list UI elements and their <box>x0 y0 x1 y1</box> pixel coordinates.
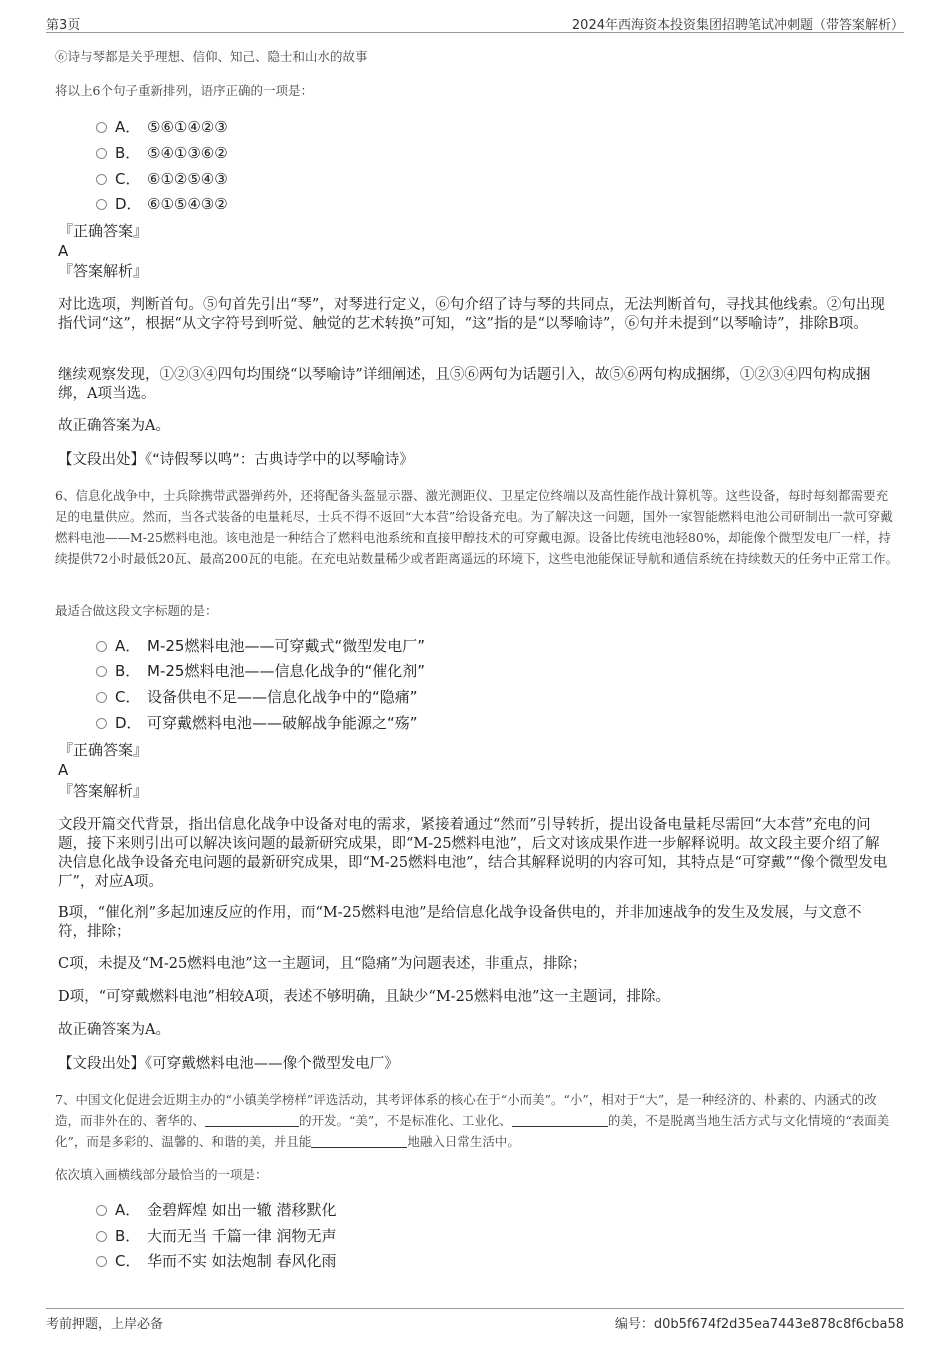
q6-stem: 6、信息化战争中，士兵除携带武器弹药外，还将配备头盔显示器、激光测距仪、卫星定位终端以及高性能作战计算机等。这些设备，每时每刻都需要充足的电量供应。然而，当各式装备的电量耗尽，士兵不得不返回“大本营”给设备充电。为了解决这一问题，国外一家智能燃料电池公司研制出一款可穿戴燃料电池——M-25燃料电池。该电池是一种结合了燃料电池系统和直接甲醇技术的可穿戴电源。设备比传统电池轻80%，却能像个微型发电厂一样，持续提供72小时最低20瓦、最高200瓦的电能。在充电站数量稀少或者距离遥远的环境下，这些电池能保证导航和通信系统在持续数天的任务中正常工作。 <box>55 488 899 566</box>
q7-prompt: 依次填入画横线部分最恰当的一项是： <box>55 1167 268 1182</box>
q5-analysis-tag: 『答案解析』 <box>58 262 149 280</box>
radio-icon[interactable] <box>96 666 107 677</box>
q5-source: 【文段出处】《“诗假琴以鸣”：古典诗学中的以琴喻诗》 <box>58 452 414 468</box>
q6-analysis-2: B项，“催化剂”多起加速反应的作用，而“M-25燃料电池”是给信息化战争设备供电的，并非加速战争的发生及发展，与文意不符，排除； <box>58 905 862 940</box>
q7-option-a[interactable]: A． 金碧辉煌 如出一辙 潜移默化 <box>96 1200 337 1220</box>
q7-option-c[interactable]: C． 华而不实 如法炮制 春风化雨 <box>96 1251 337 1271</box>
q5-answer-tag: 『正确答案』 <box>58 222 149 240</box>
footer-slogan: 考前押题，上岸必备 <box>46 1317 164 1332</box>
blank-2[interactable] <box>512 1112 608 1127</box>
q5-analysis-1: 对比选项，判断首句。⑤句首先引出“琴”，对琴进行定义，⑥句介绍了诗与琴的共同点，无法判断首句，寻找其他线索。②句出现指代词“这”，根据“从文字符号到听觉、触觉的艺术转换”可知，“这”指的是“以琴喻诗”，⑥句并未提到“以琴喻诗”，排除B项。 <box>58 297 885 332</box>
q6-prompt: 最适合做这段文字标题的是： <box>55 603 218 618</box>
radio-icon[interactable] <box>96 122 107 133</box>
q5-option-b[interactable]: B． ⑤④①③⑥② <box>96 143 228 163</box>
radio-icon[interactable] <box>96 1205 107 1216</box>
blank-3[interactable] <box>311 1133 407 1148</box>
page-header <box>46 12 904 33</box>
radio-icon[interactable] <box>96 1231 107 1242</box>
q5-prompt: 将以上6个句子重新排列，语序正确的一项是： <box>55 83 313 98</box>
blank-1[interactable] <box>205 1112 299 1127</box>
radio-icon[interactable] <box>96 1256 107 1267</box>
q6-analysis-4: D项，“可穿戴燃料电池”相较A项，表述不够明确，且缺少“M-25燃料电池”这一主题词，排除。 <box>58 989 670 1005</box>
q6-analysis-1: 文段开篇交代背景，指出信息化战争中设备对电的需求，紧接着通过“然而”引导转折，提出设备电量耗尽需回“大本营”充电的问题，接下来则引出可以解决该问题的最新研究成果，即“M-25燃料电池”，后文对该成果作进一步解释说明。故文段主要介绍了解决信息化战争设备充电问题的最新研究成果，即“M-25燃料电池”，结合其解释说明的内容可知，其特点是“可穿戴”“像个微型发电厂”，对应A项。 <box>58 817 888 890</box>
radio-icon[interactable] <box>96 174 107 185</box>
radio-icon[interactable] <box>96 692 107 703</box>
q6-option-a[interactable]: A． M-25燃料电池——可穿戴式“微型发电厂” <box>96 636 425 656</box>
q5-tail-line: ⑥诗与琴都是关乎理想、信仰、知己、隐士和山水的故事 <box>55 49 368 64</box>
q5-analysis-2: 继续观察发现，①②③④四句均围绕“以琴喻诗”详细阐述，且⑤⑥两句为话题引入，故⑤⑥两句构成捆绑，①②③④四句构成捆绑，A项当选。 <box>58 367 871 402</box>
q6-answer-tag: 『正确答案』 <box>58 741 149 759</box>
q7-stem: 7、中国文化促进会近期主办的“小镇美学榜样”评选活动，其考评体系的核心在于“小而美”。“小”，相对于“大”，是一种经济的、朴素的、内涵式的改造，而非外在的、奢华的、 的开发。“美”，不是标准化、工业化、 的美，不是脱离当地生活方式与文化情境的“表面美化”，而是多彩的、温馨的、和谐的美，并且能 地融入日常生活中。 <box>55 1092 890 1149</box>
q6-option-d[interactable]: D． 可穿戴燃料电池——破解战争能源之“殇” <box>96 713 418 733</box>
q5-option-d[interactable]: D． ⑥①⑤④③② <box>96 194 228 214</box>
radio-icon[interactable] <box>96 148 107 159</box>
q6-source: 【文段出处】《可穿戴燃料电池——像个微型发电厂》 <box>58 1056 399 1072</box>
q5-analysis-3: 故正确答案为A。 <box>58 418 170 434</box>
radio-icon[interactable] <box>96 641 107 652</box>
q5-option-c[interactable]: C． ⑥①②⑤④③ <box>96 169 228 189</box>
page-footer <box>46 1308 904 1331</box>
q6-analysis-3: C项，未提及“M-25燃料电池”这一主题词，且“隐痛”为问题表述，非重点，排除； <box>58 956 587 972</box>
radio-icon[interactable] <box>96 199 107 210</box>
q6-analysis-5: 故正确答案为A。 <box>58 1022 170 1038</box>
q5-option-a[interactable]: A． ⑤⑥①④②③ <box>96 117 228 137</box>
radio-icon[interactable] <box>96 718 107 729</box>
q6-analysis-tag: 『答案解析』 <box>58 782 149 800</box>
q7-option-b[interactable]: B． 大而无当 千篇一律 润物无声 <box>96 1226 337 1246</box>
q6-option-c[interactable]: C． 设备供电不足——信息化战争中的“隐痛” <box>96 687 418 707</box>
q5-answer: A <box>58 242 69 260</box>
document-id: 编号：d0b5f674f2d35ea7443e878c8f6cba58 <box>614 1317 904 1332</box>
document-title: 2024年西海资本投资集团招聘笔试冲刺题（带答案解析） <box>571 18 904 33</box>
page-number: 第3页 <box>46 18 81 33</box>
q6-option-b[interactable]: B． M-25燃料电池——信息化战争的“催化剂” <box>96 661 425 681</box>
q6-answer: A <box>58 761 69 779</box>
